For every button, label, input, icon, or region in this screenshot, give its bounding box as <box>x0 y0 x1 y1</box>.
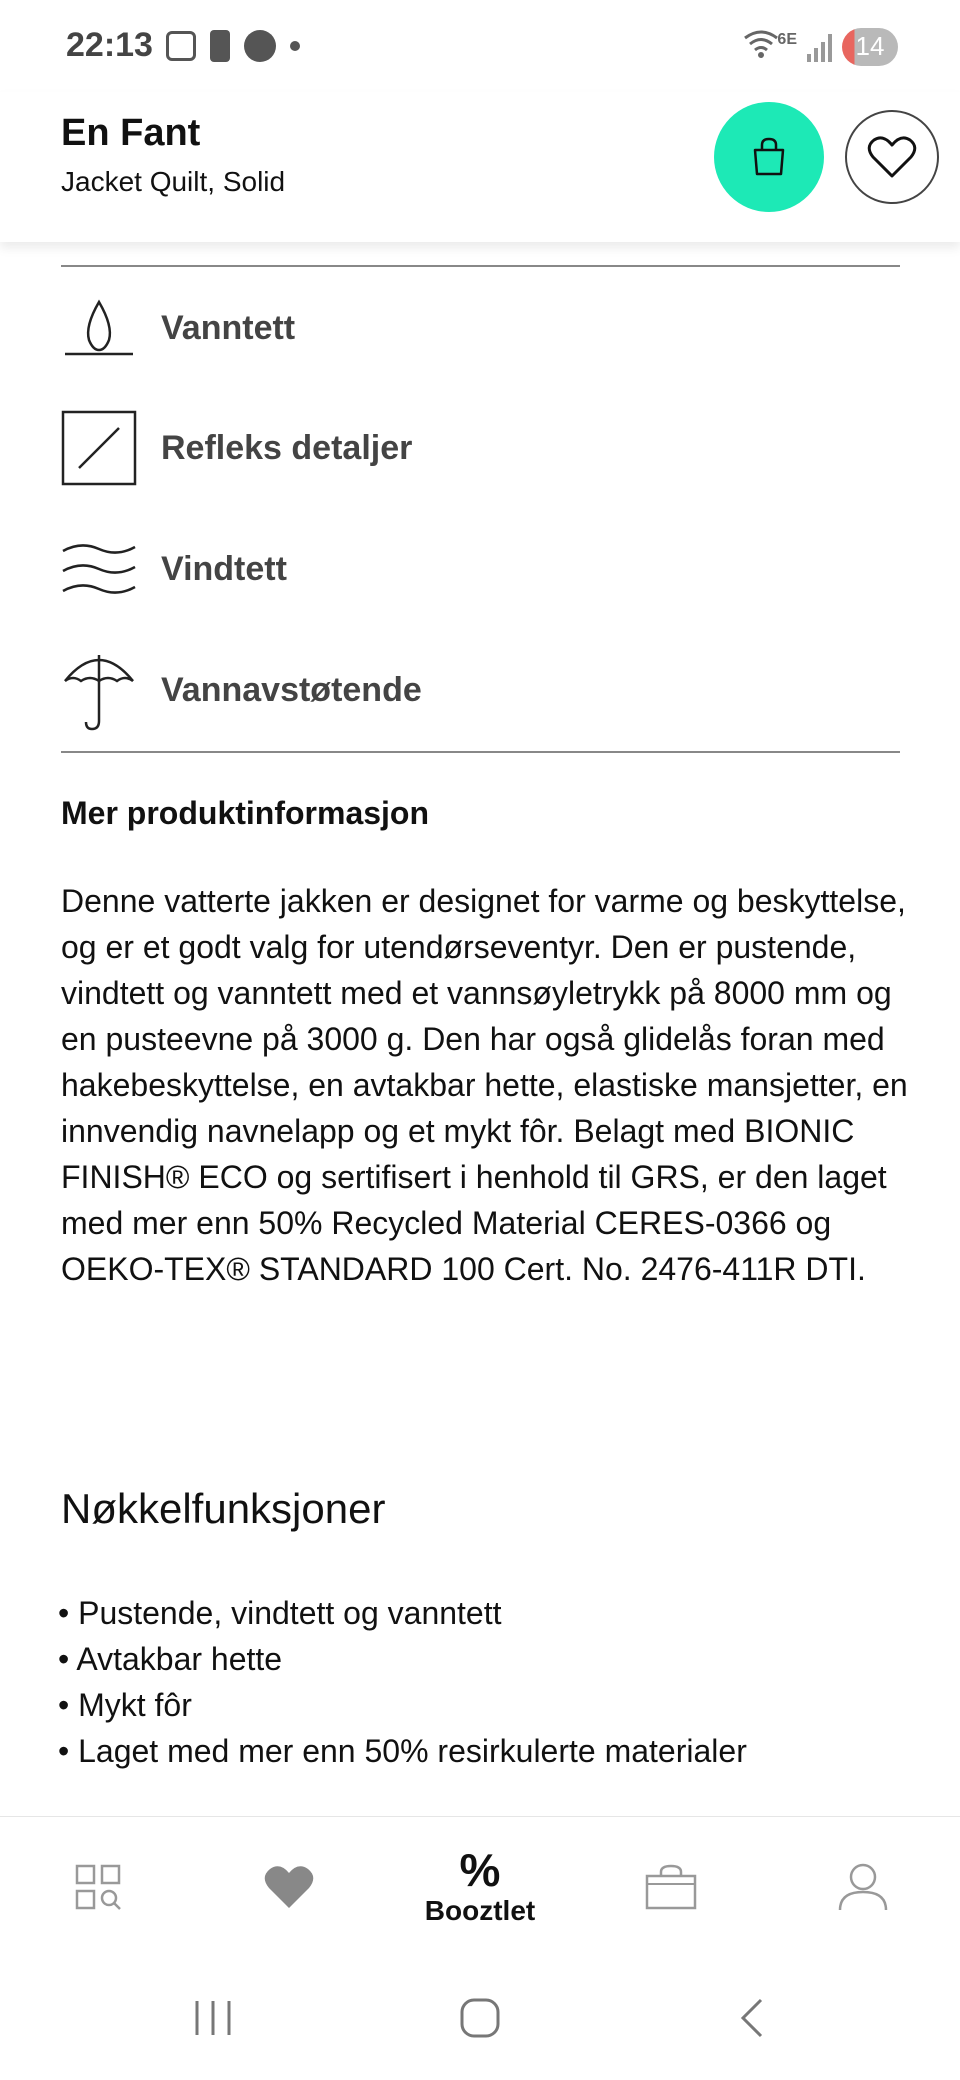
heart-icon <box>263 1864 315 1910</box>
key-features-list <box>58 1590 747 1774</box>
back-button[interactable] <box>732 1990 772 2046</box>
divider <box>61 265 900 267</box>
shopping-bag-icon <box>749 136 789 178</box>
wifi-icon <box>741 26 781 67</box>
home-button[interactable] <box>457 1990 503 2046</box>
bag-icon <box>645 1864 697 1910</box>
more-notifications-icon <box>290 41 300 51</box>
feature-label: Refleks detaljer <box>161 428 413 467</box>
feature-label: Vanntett <box>161 308 296 347</box>
list-item: • Laget med mer enn 50% resirkulerte materialer <box>58 1728 747 1774</box>
wishlist-button[interactable] <box>845 110 939 204</box>
back-icon <box>737 1997 767 2039</box>
signal-icon <box>807 32 832 62</box>
recent-apps-icon <box>193 1999 233 2037</box>
booztlet-label: Booztlet <box>424 1895 536 1926</box>
nav-categories[interactable] <box>72 1817 124 1957</box>
feature-label: Vannavstøtende <box>161 670 422 709</box>
status-bar <box>0 0 960 92</box>
alert-icon <box>210 30 230 62</box>
network-type: 6E <box>777 30 797 48</box>
recent-apps-button[interactable] <box>190 1990 236 2046</box>
nav-profile[interactable] <box>836 1817 890 1957</box>
umbrella-icon <box>61 650 137 730</box>
list-item: • Pustende, vindtett og vanntett <box>58 1590 747 1636</box>
feature-item-reflective <box>61 398 900 498</box>
list-item: • Mykt fôr <box>58 1682 747 1728</box>
feature-item-waterproof <box>61 278 900 378</box>
brand-name: En Fant <box>61 112 201 154</box>
booztlet-icon: % <box>459 1844 501 1896</box>
status-notification-icons <box>166 30 300 62</box>
product-header <box>0 92 960 242</box>
screenshot-icon <box>166 31 196 61</box>
feature-label: Vindtett <box>161 549 287 588</box>
nav-bag[interactable] <box>644 1817 698 1957</box>
nav-favorites[interactable] <box>262 1817 316 1957</box>
nav-booztlet[interactable] <box>410 1817 550 1957</box>
mask-app-icon <box>244 30 276 62</box>
more-info-title: Mer produktinformasjon <box>61 795 430 831</box>
feature-item-water-repellent <box>61 640 900 740</box>
status-time: 22:13 <box>66 26 153 64</box>
feature-item-windproof <box>61 519 900 619</box>
home-icon <box>459 1997 501 2039</box>
battery-indicator: 14 <box>842 28 898 66</box>
product-description: Denne vatterte jakken er designet for varme og beskyttelse, og er et godt valg for utendørseventyr. Den er pustende, vindtett og vanntett med et vannsøyletrykk på 8000 mm og en pusteevne på 3000 g. Den har også glidelås foran med hakebeskyttelse, en avtakbar hette, elastiske mansjetter, en innvendig navnelapp og et mykt fôr. Belagt med BIONIC FINISH® ECO og sertifisert i henhold til GRS, er den laget med mer enn 50% Recycled Material CERES-0366 og OEKO-TEX® STANDARD 100 Cert. No. 2476-411R DTI. <box>61 883 908 1287</box>
status-system-icons <box>741 26 898 67</box>
key-features-title: Nøkkelfunksjoner <box>61 1485 386 1532</box>
reflective-square-icon <box>61 408 137 488</box>
product-name: Jacket Quilt, Solid <box>61 166 286 197</box>
water-drop-icon <box>61 288 137 368</box>
categories-icon <box>75 1864 121 1910</box>
add-to-cart-button[interactable] <box>714 102 824 212</box>
heart-outline-icon <box>867 135 917 179</box>
system-navigation <box>0 1956 960 2080</box>
bottom-navigation <box>0 1816 960 1956</box>
list-item: • Avtakbar hette <box>58 1636 747 1682</box>
wind-waves-icon <box>61 529 137 609</box>
divider <box>61 751 900 753</box>
profile-icon <box>837 1862 889 1912</box>
